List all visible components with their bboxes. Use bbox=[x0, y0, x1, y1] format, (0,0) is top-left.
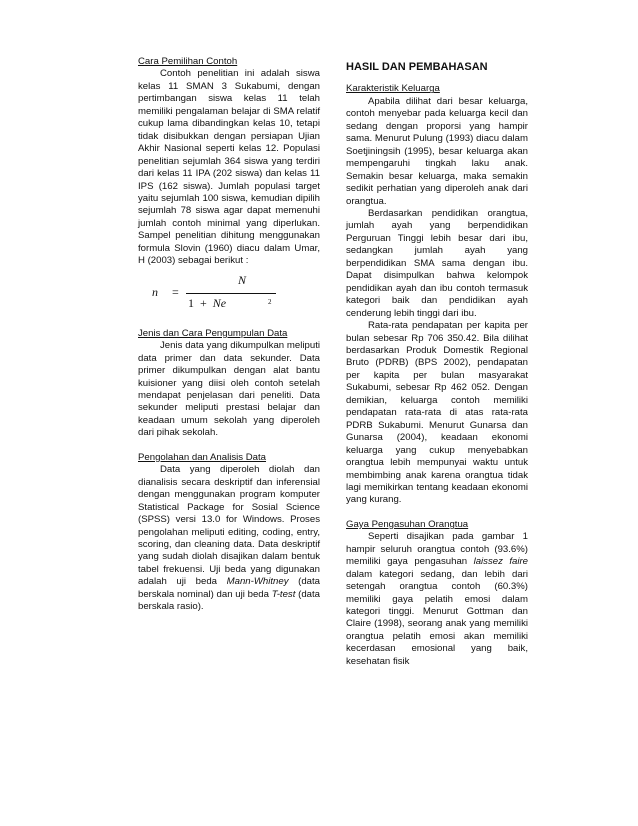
formula-equals: = bbox=[172, 284, 179, 299]
gaya-italic-laissez-faire: laissez faire bbox=[473, 556, 529, 568]
paragraph-karakteristik-2: Berdasarkan pendidikan orangtua, jumlah ayah yang berpendidikan Perguruan Tinggi lebih besar dari ibu, sedangkan jumlah ayah yang berpendidikan SMA sama dengan ibu. Dapat disimpulkan bahwa kelompok pendidikan ayah dan ibu contoh termasuk kategori baik dan pendidikan ayah cenderung lebih tinggi dari ibu. bbox=[346, 207, 528, 319]
paragraph-jenis-data: Jenis data yang dikumpulkan meliputi data primer dan data sekunder. Data primer dikumpulkan dengan alat bantu kuisioner yang diisi oleh contoh setelah mendapat penjelasan dari peneliti. Data sekunder meliputi prestasi belajar dan keadaan umum sekolah yang diperoleh dari pihak sekolah. bbox=[138, 340, 320, 439]
paragraph-karakteristik-1: Apabila dilihat dari besar keluarga, contoh menyebar pada keluarga kecil dan sedang dengan proporsi yang hampir sama. Menurut Pulung (1993) diacu dalam Soetjiningsih (1995), besar keluarga akan mempengaruhi tingkah laku anak. Semakin besar keluarga, maka semakin sedikit perhatian yang diperoleh anak dari orangtua. bbox=[346, 95, 528, 207]
formula-fraction-line bbox=[186, 293, 276, 294]
formula-exponent: 2 bbox=[268, 297, 272, 306]
slovin-formula bbox=[138, 274, 320, 328]
section-heading-karakteristik-keluarga: Karakteristik Keluarga bbox=[346, 83, 440, 95]
olah-italic-t-test: T-test bbox=[271, 588, 296, 600]
olah-text-2: (data berskala nominal) dan uji beda bbox=[138, 576, 320, 600]
paragraph-karakteristik-3: Rata-rata pendapatan per kapita per bulan sebesar Rp 706 350.42. Bila dilihat berdasarkan Produk Domestik Regional Bruto (PDRB) (BPS 2002), pendapatan per kapita per bulan masyarakat Sukabumi, sebesar Rp 462 052. Dengan demikian, keluarga contoh memiliki pendapatan rata-rata di atas rata-rata PDRB Sukabumi. Menurut Gunarsa dan Gunarsa (2004), keadaan ekonomi keluarga yang cukup menyebabkan orangtua lebih mempunyai waktu untuk membimbing anak karena orangtua tidak lagi memikirkan tentang keadaan ekonomi yang kurang. bbox=[346, 320, 528, 506]
section-heading-gaya-pengasuhan: Gaya Pengasuhan Orangtua bbox=[346, 518, 469, 530]
formula-numerator: N bbox=[238, 272, 247, 287]
section-heading-cara-pemilihan-contoh: Cara Pemilihan Contoh bbox=[138, 56, 238, 67]
section-heading-pengolahan-data: Pengolahan dan Analisis Data bbox=[138, 451, 267, 463]
right-column bbox=[346, 56, 528, 668]
olah-text-1: Data yang diperoleh diolah dan dianalisis secara deskriptif dan inferensial dengan menggunakan program komputer Statistical Package for Sosial Science (SPSS) versi 13.0 for Windows. Proses pengolahan meliputi editing, coding, entry, scoring, dan cleaning data. Data deskriptif yang sudah diolah disajikan dalam bentuk tabel frekuensi. Uji beda yang digunakan adalah uji beda bbox=[138, 464, 320, 588]
formula-den-one: 1 bbox=[188, 295, 194, 310]
formula-lhs: n bbox=[152, 284, 158, 299]
left-column bbox=[138, 56, 320, 614]
paragraph-cara-pemilihan-contoh: Contoh penelitian ini adalah siswa kelas 11 SMAN 3 Sukabumi, dengan pertimbangan siswa kelas 11 telah memiliki pengalaman belajar di SMA relatif cukup lama dibandingkan kelas 10, tetapi tidak disibukkan dengan persiapan Ujian Akhir Nasional seperti kelas 12. Populasi penelitian sejumlah 364 siswa yang terdiri dari kelas 11 IPA (202 siswa) dan kelas 11 IPS (162 siswa). Jumlah populasi target yaitu sejumlah 100 siswa, kemudian dipilih sejumlah 78 siswa agar dapat memenuhi jumlah contoh minimal yang diperlukan. Sampel penelitian dihitung menggunakan formula Slovin (1960) diacu dalam Umar, H (2003) sebagai berikut : bbox=[138, 68, 320, 267]
olah-text-3: (data berskala rasio). bbox=[138, 588, 320, 613]
paragraph-gaya-pengasuhan bbox=[346, 531, 528, 668]
formula-denominator bbox=[188, 297, 226, 309]
formula-den-plus: + bbox=[200, 295, 207, 310]
gaya-text-1: Seperti disajikan pada gambar 1 hampir seluruh orangtua contoh (93.6%) memiliki gaya pengasuhan bbox=[346, 531, 528, 568]
section-title-hasil: HASIL DAN PEMBAHASAN bbox=[346, 61, 488, 73]
gaya-text-2: dalam kategori sedang, dan lebih dari setengah orangtua contoh (60.3%) memiliki gaya pelatih emosi dalam kategori tinggi. Menurut Gottman dan Claire (1998), seorang anak yang memiliki orangtua pelatih emosi akan memiliki kecerdasan emosional yang baik, kesehatan fisik bbox=[346, 568, 528, 667]
formula-den-ne: Ne bbox=[212, 295, 227, 310]
section-heading-jenis-data: Jenis dan Cara Pengumpulan Data bbox=[138, 327, 288, 339]
olah-italic-mann-whitney: Mann-Whitney bbox=[226, 576, 289, 588]
paragraph-pengolahan-data bbox=[138, 464, 320, 613]
